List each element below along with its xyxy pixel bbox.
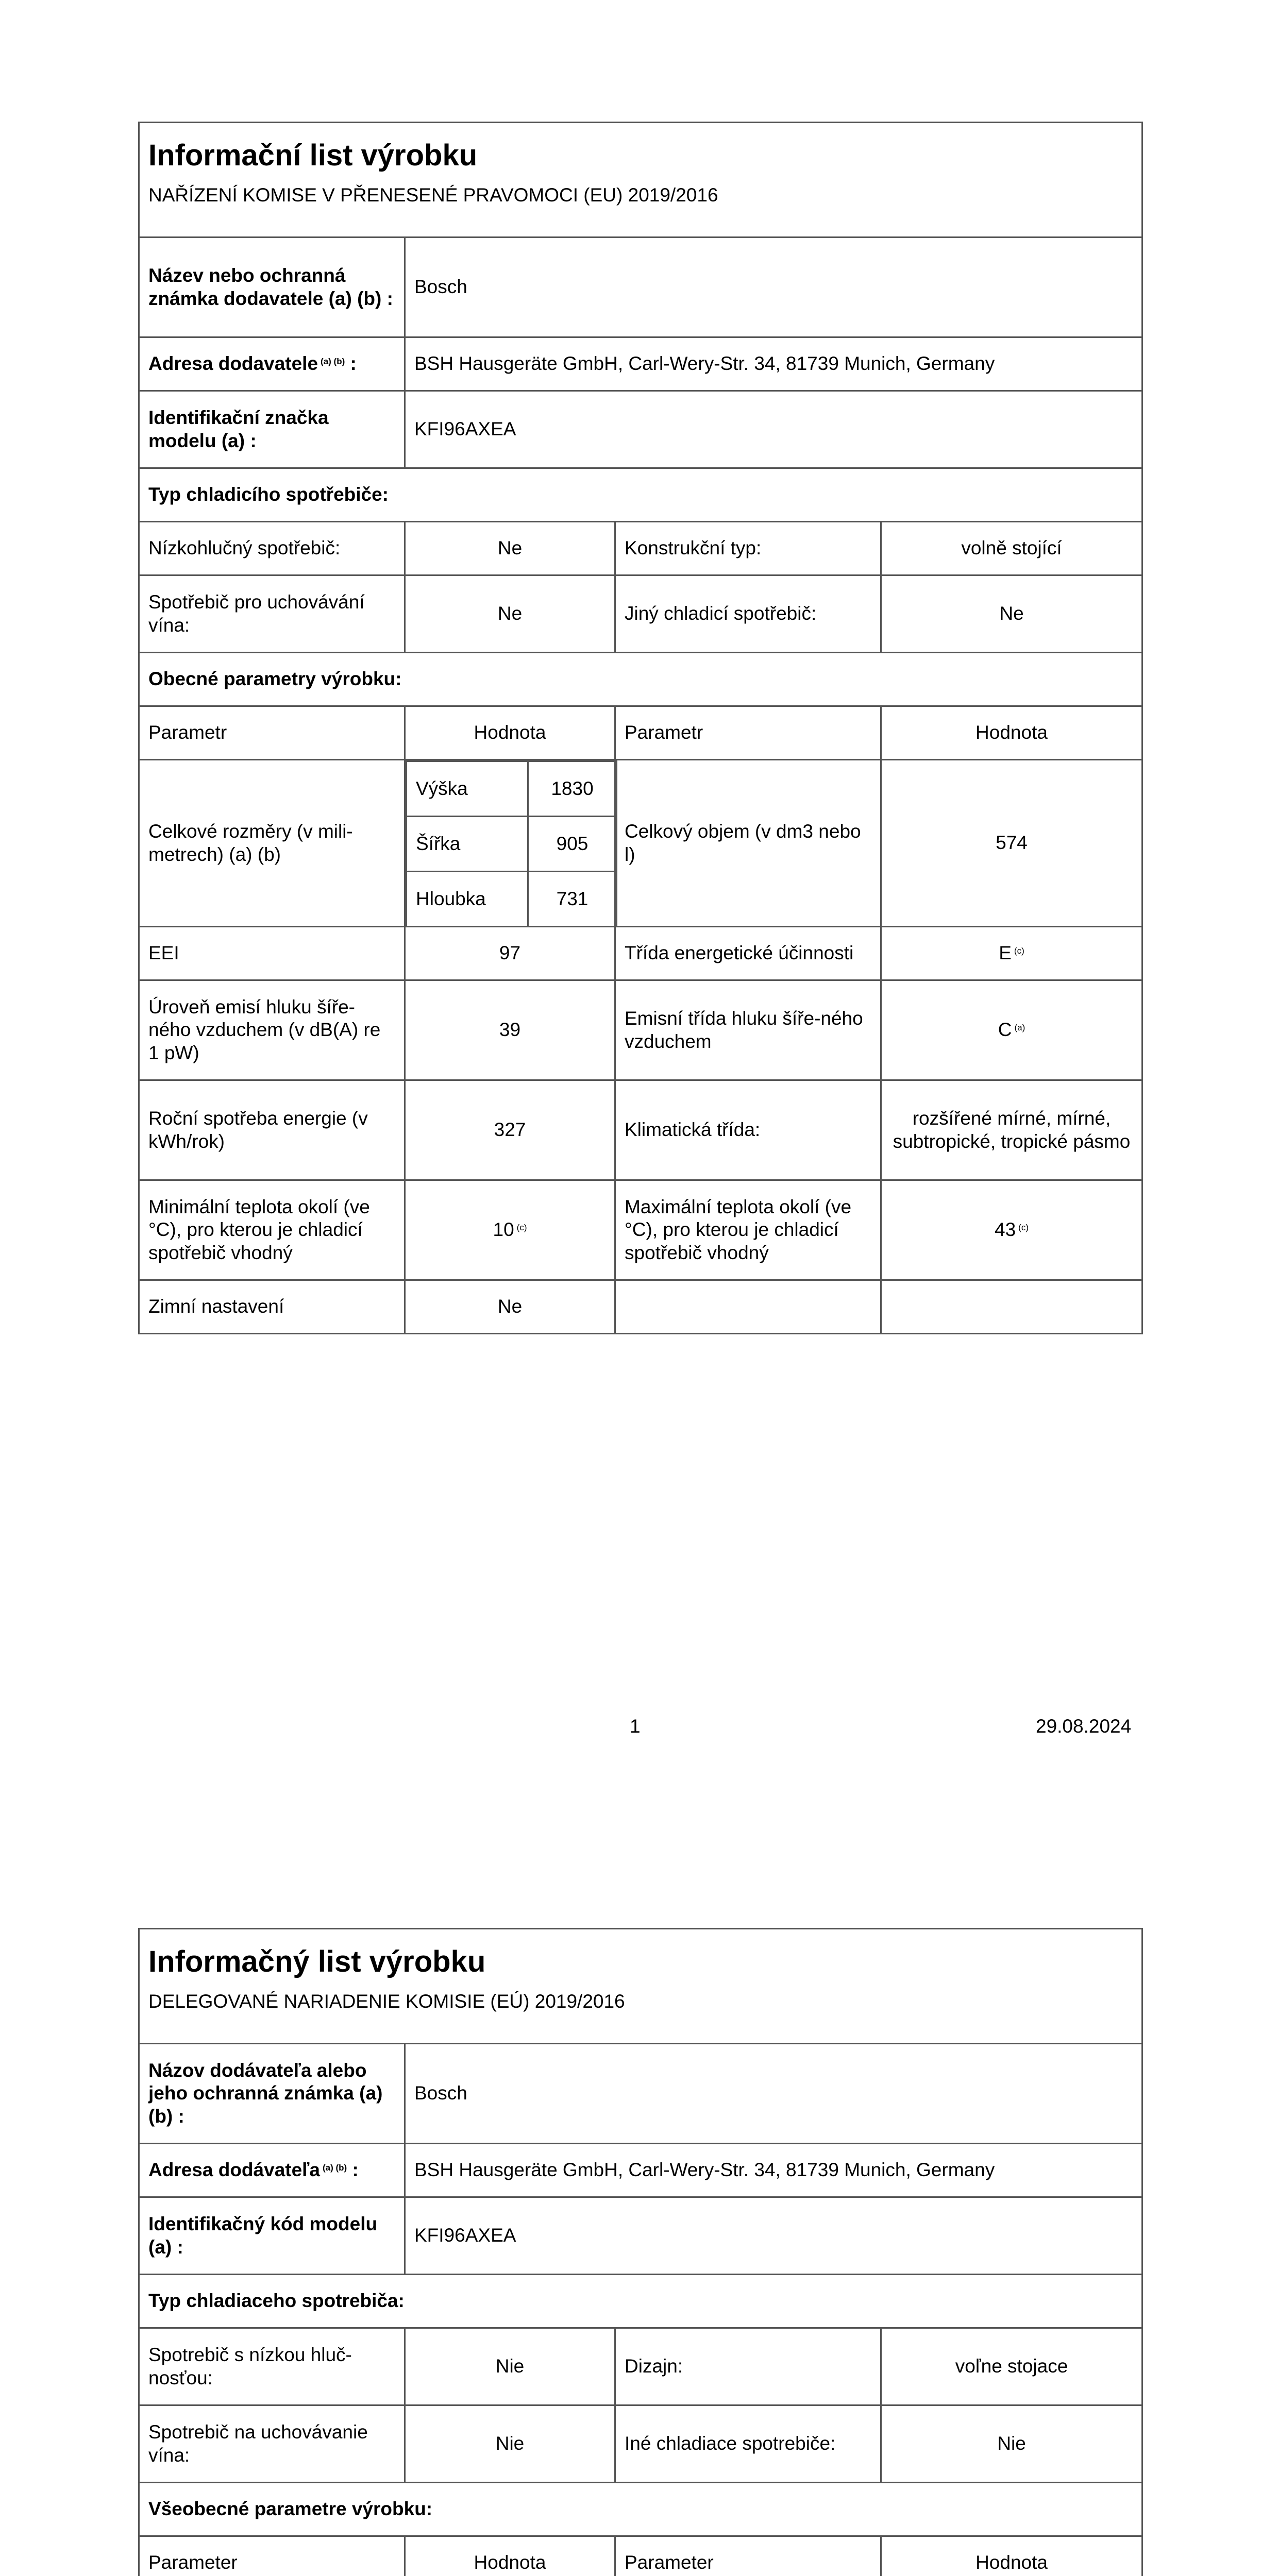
low-noise-value: Ne	[405, 522, 615, 575]
low-noise-value: Nie	[405, 2328, 615, 2405]
depth-value: 731	[528, 872, 617, 926]
wine-storage-label: Spotrebič na uchovávanie vína:	[139, 2405, 405, 2483]
model-value: KFI96AXEA	[405, 2197, 1142, 2275]
general-parameters-heading: Všeobecné parametre výrobku:	[139, 2483, 1142, 2536]
model-value: KFI96AXEA	[405, 391, 1142, 468]
regulation-subtitle: NAŘÍZENÍ KOMISE V PŘENESENÉ PRAVOMOCI (EU) 2019/2016	[139, 177, 1142, 238]
energy-class-label: Třída energetické účinnosti	[615, 927, 881, 980]
noise-class-label: Emisní třída hluku šíře-ného vzduchem	[615, 980, 881, 1080]
note-marker: (c)	[1014, 946, 1024, 956]
other-appliance-value: Ne	[881, 575, 1142, 653]
product-info-table	[138, 1928, 1143, 2576]
noise-label: Úroveň emisí hluku šíře-ného vzduchem (v dB(A) re 1 pW)	[139, 980, 405, 1080]
supplier-address-value: BSH Hausgeräte GmbH, Carl-Wery-Str. 34, 81739 Munich, Germany	[405, 337, 1142, 391]
design-type-value: voľne stojace	[881, 2328, 1142, 2405]
empty-cell	[881, 1280, 1142, 1334]
winter-setting-label: Zimní nastavení	[139, 1280, 405, 1334]
empty-cell	[615, 1280, 881, 1334]
supplier-name-value: Bosch	[405, 238, 1142, 337]
wine-storage-label: Spotřebič pro uchovávání vína:	[139, 575, 405, 653]
other-appliance-value: Nie	[881, 2405, 1142, 2483]
supplier-address-value: BSH Hausgeräte GmbH, Carl-Wery-Str. 34, 81739 Munich, Germany	[405, 2144, 1142, 2197]
note-marker: (a) (b)	[323, 2163, 347, 2173]
width-label: Šířka	[407, 817, 528, 872]
page-number: 1	[630, 1716, 641, 1737]
note-marker: (a) (b)	[321, 357, 345, 367]
regulation-subtitle: DELEGOVANÉ NARIADENIE KOMISIE (EÚ) 2019/2016	[139, 1983, 1142, 2044]
volume-value: 574	[881, 760, 1142, 927]
note-marker: (c)	[516, 1223, 527, 1233]
appliance-type-heading: Typ chladicího spotřebiče:	[139, 468, 1142, 522]
parameter-header: Parametr	[139, 706, 405, 760]
min-temp-label: Minimální teplota okolí (ve °C), pro kterou je chladicí spotřebič vhodný	[139, 1180, 405, 1280]
eei-label: EEI	[139, 927, 405, 980]
parameter-header: Parametr	[615, 706, 881, 760]
min-temp-value: 10 $^{(c)}$	[405, 1180, 615, 1280]
annual-energy-label: Roční spotřeba energie (v kWh/rok)	[139, 1080, 405, 1180]
low-noise-label: Spotrebič s nízkou hluč-nosťou:	[139, 2328, 405, 2405]
supplier-address-label: Adresa dodávateľa $^{(a) (b)}$ :	[139, 2144, 405, 2197]
value-header: Hodnota	[881, 2536, 1142, 2576]
document-title: Informační list výrobku	[139, 123, 1142, 177]
width-value: 905	[528, 817, 617, 872]
low-noise-label: Nízkohlučný spotřebič:	[139, 522, 405, 575]
climate-class-value: rozšířené mírné, mírné, subtropické, tropické pásmo	[881, 1080, 1142, 1180]
eei-value: 97	[405, 927, 615, 980]
winter-setting-value: Ne	[405, 1280, 615, 1334]
other-appliance-label: Jiný chladicí spotřebič:	[615, 575, 881, 653]
supplier-address-label: Adresa dodavatele $^{(a) (b)}$ :	[139, 337, 405, 391]
note-marker: (a)	[1014, 1023, 1025, 1033]
supplier-name-value: Bosch	[405, 2044, 1142, 2144]
value-header: Hodnota	[405, 706, 615, 760]
max-temp-label: Maximální teplota okolí (ve °C), pro kterou je chladicí spotřebič vhodný	[615, 1180, 881, 1280]
parameter-header: Parameter	[615, 2536, 881, 2576]
value-header: Hodnota	[405, 2536, 615, 2576]
general-parameters-heading: Obecné parametry výrobku:	[139, 653, 1142, 706]
annual-energy-value: 327	[405, 1080, 615, 1180]
max-temp-value: 43 $^{(c)}$	[881, 1180, 1142, 1280]
supplier-name-label: Název nebo ochranná známka dodavatele (a) (b) :	[139, 238, 405, 337]
height-label: Výška	[407, 761, 528, 817]
height-value: 1830	[528, 761, 617, 817]
dimensions-block	[405, 760, 615, 927]
wine-storage-value: Ne	[405, 575, 615, 653]
product-info-table	[138, 122, 1143, 1334]
volume-label: Celkový objem (v dm3 nebo l)	[615, 760, 881, 927]
design-type-label: Konstrukční typ:	[615, 522, 881, 575]
document-title: Informačný list výrobku	[139, 1929, 1142, 1983]
supplier-name-label: Názov dodávateľa alebo jeho ochranná známka (a) (b) :	[139, 2044, 405, 2144]
model-label: Identifikační značka modelu (a) :	[139, 391, 405, 468]
wine-storage-value: Nie	[405, 2405, 615, 2483]
noise-value: 39	[405, 980, 615, 1080]
energy-class-value: E $^{(c)}$	[881, 927, 1142, 980]
noise-class-value: C $^{(a)}$	[881, 980, 1142, 1080]
parameter-header: Parameter	[139, 2536, 405, 2576]
design-type-label: Dizajn:	[615, 2328, 881, 2405]
climate-class-label: Klimatická třída:	[615, 1080, 881, 1180]
dimensions-label: Celkové rozměry (v mili-metrech) (a) (b)	[139, 760, 405, 927]
value-header: Hodnota	[881, 706, 1142, 760]
model-label: Identifikačný kód modelu (a) :	[139, 2197, 405, 2275]
footer-date: 29.08.2024	[1036, 1716, 1132, 1737]
other-appliance-label: Iné chladiace spotrebiče:	[615, 2405, 881, 2483]
appliance-type-heading: Typ chladiaceho spotrebiča:	[139, 2275, 1142, 2328]
page-2	[0, 1807, 1278, 2576]
depth-label: Hloubka	[407, 872, 528, 926]
note-marker: (c)	[1018, 1223, 1029, 1233]
design-type-value: volně stojící	[881, 522, 1142, 575]
